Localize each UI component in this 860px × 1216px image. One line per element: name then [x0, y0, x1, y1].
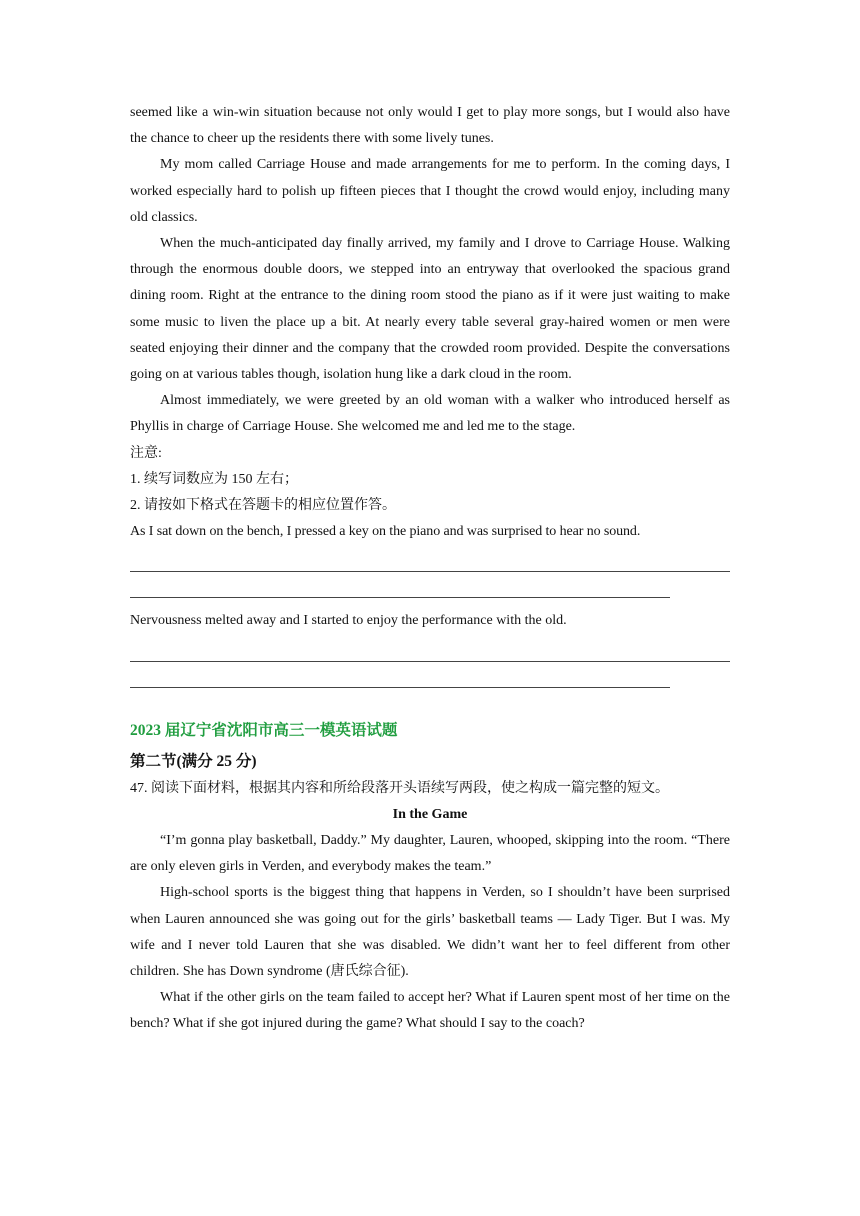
answer-line[interactable] [130, 643, 730, 662]
continuation-opening-2: Nervousness melted away and I started to enjoy the performance with the old. [130, 613, 567, 629]
passage-paragraph-arrangements: My mom called Carriage House and made arrangements for me to perform. In the coming days, I worked especially hard to polish up fifteen pieces that I thought the crowd would enjoy, including many old classics. [130, 157, 730, 225]
story-title: In the Game [392, 806, 468, 822]
notes-heading: 注意: [130, 445, 162, 461]
question-instruction: 47. 阅读下面材料，根据其内容和所给段落开头语续写两段，使之构成一篇完整的短文。 [130, 780, 669, 796]
notes-item-format: 2. 请按如下格式在答题卡的相应位置作答。 [130, 498, 396, 514]
continuation-opening-1: As I sat down on the bench, I pressed a key on the piano and was surprised to hear no sound. [130, 524, 641, 540]
document-page [130, 100, 730, 1038]
section-title: 第二节(满分 25 分) [130, 752, 257, 770]
story-paragraph-3: What if the other girls on the team failed to accept her? What if Lauren spent most of her time on the bench? What if she got injured during the game? What should I say to the coach? [130, 990, 730, 1032]
section-spacer [130, 688, 730, 716]
passage-paragraph-arrival: When the much-anticipated day finally arrived, my family and I drove to Carriage House. Walking through the enormous double doors, we stepped into an entryway that overlooked the spacious grand dining room. Right at the entrance to the dining room stood the piano as if it were just waiting to make some music to liven the place up a bit. At nearly every table several gray-haired women or men were seated enjoying their dinner and the company that the crowded room provided. Despite the conversations going on at various tables though, isolation hung like a dark cloud in the room. [130, 236, 730, 383]
answer-lines-2 [130, 643, 730, 688]
story-paragraph-1: “I’m gonna play basketball, Daddy.” My daughter, Lauren, whooped, skipping into the room. “There are only eleven girls in Verden, and everybody makes the team.” [130, 833, 730, 875]
passage-paragraph-greeting: Almost immediately, we were greeted by an old woman with a walker who introduced herself as Phyllis in charge of Carriage House. She welcomed me and led me to the stage. [130, 393, 730, 435]
story-paragraph-2: High-school sports is the biggest thing that happens in Verden, so I shouldn’t have been surprised when Lauren announced she was going out for the girls’ basketball teams — Lady Tiger. But I was. My wife and I never told Lauren that she was disabled. We didn’t want her to feel different from other children. She has Down syndrome (唐氏综合征). [130, 885, 730, 980]
answer-line[interactable] [130, 669, 670, 688]
source-title: 2023 届辽宁省沈阳市高三一模英语试题 [130, 721, 398, 739]
notes-item-word-count: 1. 续写词数应为 150 左右； [130, 471, 298, 487]
answer-lines-1 [130, 553, 730, 598]
answer-line[interactable] [130, 553, 730, 572]
passage-paragraph-continued: seemed like a win-win situation because not only would I get to play more songs, but I would also have the chance to cheer up the residents there with some lively tunes. [130, 105, 730, 147]
answer-line[interactable] [130, 579, 670, 598]
